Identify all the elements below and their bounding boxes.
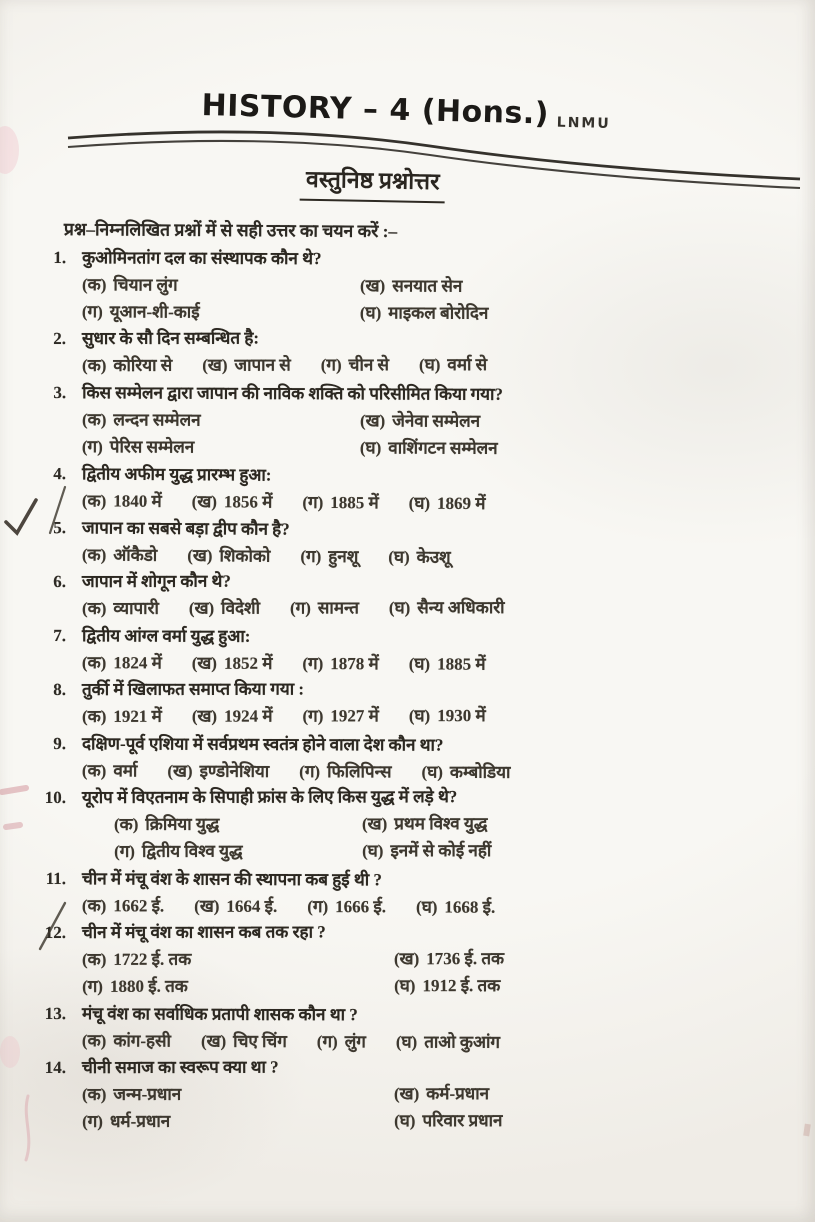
option-kha bbox=[360, 407, 797, 436]
question-number: 9. bbox=[53, 734, 67, 754]
option-ga-text: लुंग bbox=[344, 1032, 366, 1052]
option-kha bbox=[394, 944, 797, 972]
option-ga-text: द्वितीय विश्व युद्ध bbox=[141, 841, 243, 861]
question-body bbox=[82, 567, 797, 621]
question-item bbox=[42, 1001, 797, 1057]
option-gha-text: इनमें से कोई नहीं bbox=[390, 841, 492, 861]
option-ka bbox=[114, 810, 362, 838]
option-kha bbox=[192, 703, 273, 730]
question-body bbox=[82, 783, 797, 864]
option-ka bbox=[82, 1080, 394, 1108]
option-ga bbox=[82, 972, 394, 1000]
question-body bbox=[82, 245, 797, 328]
option-kha-text: विदेशी bbox=[221, 598, 261, 618]
option-ga-label: (ग) bbox=[114, 841, 135, 861]
option-kha-label: (ख) bbox=[188, 598, 215, 618]
question-number: 11. bbox=[45, 869, 67, 889]
option-gha-label: (घ) bbox=[395, 1032, 418, 1052]
option-ga-label: (ग) bbox=[302, 492, 324, 512]
option-ka-label: (क) bbox=[82, 355, 107, 375]
option-kha bbox=[167, 757, 269, 784]
option-gha-text: 1912 ई. तक bbox=[422, 976, 501, 996]
option-kha-label: (ख) bbox=[191, 492, 218, 512]
option-gha-text: कम्बोडिया bbox=[449, 762, 511, 782]
option-ka-label: (क) bbox=[81, 275, 107, 295]
question-text: द्वितीय आंग्ल वर्मा युद्ध हुआ: bbox=[82, 626, 251, 646]
option-kha bbox=[201, 1028, 287, 1055]
question-number: 10. bbox=[44, 787, 66, 807]
option-kha bbox=[192, 488, 273, 516]
option-kha-label: (ख) bbox=[167, 761, 193, 781]
question-number: 7. bbox=[53, 626, 67, 646]
option-ka-label: (क) bbox=[81, 410, 107, 430]
question-body bbox=[82, 675, 797, 729]
question-options bbox=[82, 271, 797, 328]
option-ga bbox=[82, 1107, 394, 1135]
option-ka-text: 1722 ई. तक bbox=[113, 949, 192, 969]
option-ga bbox=[302, 489, 379, 517]
question-number: 14. bbox=[44, 1057, 66, 1077]
question-text: दक्षिण-पूर्व एशिया में सर्वप्रथम स्वतंत्र होने वाला देश कौन था? bbox=[82, 734, 444, 755]
option-gha bbox=[409, 650, 486, 677]
option-ga-label: (ग) bbox=[299, 761, 321, 782]
option-kha bbox=[192, 650, 273, 677]
question-text: चीन में मंचू वंश के शासन की स्थापना कब हुई थी ? bbox=[82, 869, 382, 890]
question-item bbox=[42, 245, 797, 328]
option-ka-text: जन्म-प्रधान bbox=[113, 1084, 182, 1104]
option-ka bbox=[82, 945, 394, 973]
option-ka-text: चियान लुंग bbox=[113, 275, 178, 295]
option-ka-text: 1824 में bbox=[113, 653, 162, 673]
question-item bbox=[42, 380, 797, 463]
question-body bbox=[82, 866, 797, 922]
option-ga-text: धर्म-प्रधान bbox=[109, 1111, 171, 1131]
question-body bbox=[82, 324, 797, 378]
question-item bbox=[42, 731, 797, 787]
option-ka-label: (क) bbox=[81, 896, 107, 916]
option-kha-text: 1852 में bbox=[223, 653, 273, 673]
option-ka bbox=[82, 703, 162, 730]
option-kha bbox=[360, 272, 797, 301]
option-gha-text: माइकल बोरोदिन bbox=[388, 303, 489, 323]
option-gha bbox=[416, 893, 495, 920]
option-ga-label: (ग) bbox=[82, 976, 103, 996]
option-kha-text: 1664 ई. bbox=[226, 896, 278, 916]
option-ga bbox=[321, 351, 389, 378]
option-kha bbox=[194, 893, 277, 920]
option-kha-label: (ख) bbox=[194, 896, 220, 916]
question-options bbox=[82, 892, 797, 922]
option-ga-text: चीन से bbox=[348, 355, 390, 375]
option-kha-text: चिए चिंग bbox=[233, 1031, 287, 1051]
option-ka-text: ऑकैडो bbox=[113, 545, 158, 565]
option-gha-label: (घ) bbox=[408, 706, 431, 726]
question-text: कुओमिनतांग दल का संस्थापक कौन थे? bbox=[82, 248, 322, 269]
question-item bbox=[42, 1053, 797, 1135]
section-heading: वस्तुनिष्ठ प्रश्नोत्तर bbox=[300, 162, 446, 204]
option-gha-text: वर्मा से bbox=[447, 355, 488, 375]
question-item bbox=[42, 515, 797, 573]
option-kha-label: (ख) bbox=[191, 653, 218, 673]
question-body bbox=[82, 623, 797, 679]
option-kha-text: 1856 में bbox=[223, 492, 273, 512]
option-ga-label: (ग) bbox=[81, 437, 103, 457]
question-item bbox=[42, 675, 797, 730]
option-ka-text: 1921 में bbox=[113, 706, 162, 726]
option-gha bbox=[360, 434, 797, 463]
option-ka bbox=[82, 406, 360, 434]
option-kha-label: (ख) bbox=[200, 1031, 227, 1051]
option-ga bbox=[302, 650, 378, 677]
question-options bbox=[82, 406, 797, 463]
option-gha bbox=[422, 758, 511, 785]
option-gha-label: (घ) bbox=[388, 598, 411, 618]
option-gha bbox=[419, 351, 487, 378]
question-item bbox=[42, 866, 797, 922]
option-ga bbox=[82, 298, 360, 326]
question-number: 2. bbox=[53, 328, 66, 348]
option-ga-label: (ग) bbox=[81, 302, 103, 322]
option-ka bbox=[82, 271, 360, 299]
option-gha-label: (घ) bbox=[388, 547, 410, 567]
option-kha-text: जेनेवा सम्मेलन bbox=[392, 411, 481, 431]
option-kha bbox=[189, 595, 260, 622]
question-text: चीन में मंचू वंश का शासन कब तक रहा ? bbox=[81, 922, 326, 942]
question-body bbox=[82, 1001, 797, 1057]
option-ka-text: कोरिया से bbox=[113, 355, 173, 375]
option-ga bbox=[317, 1028, 366, 1055]
option-ga-label: (ग) bbox=[289, 598, 311, 618]
option-ka-label: (क) bbox=[82, 598, 107, 618]
option-kha-label: (ख) bbox=[361, 814, 388, 834]
option-ka-label: (क) bbox=[81, 1031, 107, 1051]
question-options bbox=[82, 487, 797, 519]
question-body bbox=[82, 731, 797, 787]
option-ga bbox=[299, 758, 391, 785]
option-ka-text: कांग-हसी bbox=[113, 1031, 172, 1051]
option-ka-text: क्रिमिया युद्ध bbox=[145, 814, 220, 834]
option-ka bbox=[82, 352, 172, 379]
option-gha-text: परिवार प्रधान bbox=[422, 1111, 503, 1131]
option-ga-label: (ग) bbox=[307, 897, 329, 917]
option-kha-text: कर्म-प्रधान bbox=[426, 1084, 490, 1104]
question-options bbox=[82, 757, 797, 787]
option-kha-text: प्रथम विश्व युद्ध bbox=[394, 814, 488, 834]
option-gha-text: 1930 में bbox=[437, 706, 486, 726]
question-body bbox=[82, 380, 797, 463]
option-kha-label: (ख) bbox=[393, 1084, 420, 1104]
option-gha bbox=[409, 490, 486, 518]
option-ga bbox=[82, 433, 360, 461]
option-gha-label: (घ) bbox=[359, 303, 382, 323]
question-item bbox=[42, 918, 797, 1000]
question-text: यूरोप में विएतनाम के सिपाही फ्रांस के लिए किस युद्ध में लड़े थे? bbox=[81, 787, 458, 807]
option-ga bbox=[290, 594, 359, 621]
option-gha-label: (घ) bbox=[416, 897, 438, 917]
question-number: 6. bbox=[53, 571, 66, 591]
question-body bbox=[82, 461, 797, 519]
option-kha-label: (ख) bbox=[202, 355, 228, 375]
option-gha-text: 1869 में bbox=[437, 493, 486, 514]
option-gha-label: (घ) bbox=[394, 976, 416, 996]
question-number: 12. bbox=[44, 922, 66, 942]
option-gha bbox=[362, 836, 797, 864]
option-ga-label: (ग) bbox=[300, 546, 322, 566]
option-ga-text: 1885 में bbox=[330, 493, 379, 513]
option-gha bbox=[394, 1106, 797, 1134]
option-ga-text: सामन्त bbox=[317, 598, 359, 618]
option-gha bbox=[388, 543, 450, 570]
question-options bbox=[82, 649, 797, 679]
question-options bbox=[82, 1079, 797, 1134]
question-body bbox=[82, 1053, 797, 1134]
option-ga-text: 1927 में bbox=[330, 706, 379, 726]
option-ka bbox=[82, 487, 162, 515]
option-ka-label: (क) bbox=[81, 653, 107, 673]
question-options bbox=[82, 944, 797, 999]
instruction-line: प्रश्न–निम्नलिखित प्रश्नों में से सही उत्तर का चयन करें :– bbox=[63, 218, 398, 242]
option-gha-text: सैन्य अधिकारी bbox=[417, 598, 505, 618]
question-number: 1. bbox=[53, 248, 67, 268]
question-text: चीनी समाज का स्वरूप क्या था ? bbox=[81, 1057, 279, 1077]
option-kha-label: (ख) bbox=[359, 411, 386, 431]
option-ka-label: (क) bbox=[81, 545, 107, 565]
option-ka-label: (क) bbox=[81, 1084, 107, 1104]
option-kha-text: शिकोको bbox=[219, 546, 271, 566]
option-ga-text: 1880 ई. तक bbox=[109, 976, 188, 996]
option-gha-text: केउशू bbox=[416, 547, 451, 567]
question-text: सुधार के सौ दिन सम्बन्धित है: bbox=[81, 328, 260, 348]
question-item bbox=[42, 567, 797, 622]
option-kha-label: (ख) bbox=[187, 546, 213, 566]
option-gha bbox=[396, 1028, 500, 1055]
option-ga-label: (ग) bbox=[302, 706, 324, 726]
option-gha bbox=[394, 971, 797, 999]
option-kha bbox=[362, 809, 797, 837]
option-ka-text: 1662 ई. bbox=[113, 896, 165, 916]
option-ka-label: (क) bbox=[81, 491, 107, 511]
option-ga bbox=[307, 893, 386, 920]
option-kha-text: जापान से bbox=[234, 355, 291, 375]
option-ga-text: 1666 ई. bbox=[335, 897, 387, 917]
question-options bbox=[82, 1027, 797, 1057]
option-kha-label: (ख) bbox=[393, 949, 420, 969]
option-kha bbox=[202, 351, 291, 378]
option-ka bbox=[82, 757, 138, 784]
option-ka bbox=[82, 649, 162, 676]
option-gha bbox=[409, 702, 486, 729]
question-item bbox=[42, 324, 797, 379]
option-ga bbox=[300, 543, 358, 570]
option-ka-text: वर्मा bbox=[113, 761, 138, 781]
university-abbreviation: LNMU bbox=[556, 114, 611, 132]
option-ga-label: (ग) bbox=[302, 654, 324, 674]
question-body bbox=[82, 515, 797, 573]
option-kha-text: इण्डोनेशिया bbox=[199, 761, 270, 781]
question-item bbox=[42, 623, 797, 679]
option-gha-label: (घ) bbox=[421, 762, 443, 782]
option-ga-text: फिलिपिन्स bbox=[327, 762, 392, 782]
option-gha-text: 1668 ई. bbox=[444, 897, 496, 917]
option-kha bbox=[187, 542, 270, 570]
option-gha bbox=[389, 594, 505, 621]
option-ga-label: (ग) bbox=[316, 1032, 338, 1052]
option-ka-label: (क) bbox=[82, 706, 107, 726]
option-kha-text: सनयात सेन bbox=[392, 276, 463, 296]
option-gha-label: (घ) bbox=[394, 1111, 416, 1131]
option-ga-label: (ग) bbox=[82, 1111, 103, 1131]
question-number: 13. bbox=[44, 1004, 67, 1024]
option-ga-text: यूआन-शी-काई bbox=[109, 302, 200, 322]
question-item bbox=[42, 461, 797, 519]
question-list bbox=[42, 245, 797, 1135]
option-ka bbox=[82, 595, 159, 622]
option-ka-label: (क) bbox=[113, 814, 139, 834]
question-item bbox=[42, 783, 797, 865]
option-gha-text: वाशिंगटन सम्मेलन bbox=[388, 438, 498, 458]
question-number: 8. bbox=[53, 679, 66, 699]
question-text: जापान का सबसे बड़ा द्वीप कौन है? bbox=[82, 518, 290, 539]
question-number: 4. bbox=[53, 464, 67, 484]
option-ga bbox=[114, 837, 362, 865]
option-kha-label: (ख) bbox=[359, 276, 386, 296]
option-ka-label: (क) bbox=[81, 761, 107, 781]
option-kha-label: (ख) bbox=[191, 706, 218, 726]
option-ka-text: लन्दन सम्मेलन bbox=[113, 410, 201, 430]
option-ka-text: 1840 में bbox=[113, 491, 162, 511]
question-text: किस सम्मेलन द्वारा जापान की नाविक शक्ति को परिसीमित किया गया? bbox=[82, 383, 503, 404]
option-ka-text: व्यापारी bbox=[113, 598, 159, 618]
question-options bbox=[82, 701, 797, 729]
option-ka bbox=[82, 541, 158, 569]
option-ga-text: हुनशू bbox=[328, 546, 359, 567]
question-text: जापान में शोगून कौन थे? bbox=[81, 571, 231, 591]
question-options bbox=[82, 350, 797, 378]
option-kha-text: 1924 में bbox=[224, 706, 273, 726]
option-gha-label: (घ) bbox=[419, 355, 441, 375]
question-text: मंचू वंश का सर्वाधिक प्रतापी शासक कौन था ? bbox=[82, 1004, 358, 1025]
question-text: द्वितीय अफीम युद्ध प्रारम्भ हुआ: bbox=[82, 464, 272, 485]
option-ga-text: पेरिस सम्मेलन bbox=[109, 437, 195, 457]
option-gha-label: (घ) bbox=[359, 438, 382, 458]
option-ga-text: 1878 में bbox=[330, 654, 379, 674]
option-kha-text: 1736 ई. तक bbox=[426, 949, 505, 969]
option-ka-label: (क) bbox=[81, 949, 107, 969]
question-body bbox=[82, 918, 797, 999]
option-gha-label: (घ) bbox=[408, 654, 431, 674]
option-gha-text: 1885 में bbox=[437, 654, 486, 674]
option-gha-label: (घ) bbox=[362, 841, 384, 861]
option-ka bbox=[82, 892, 164, 919]
option-kha bbox=[394, 1079, 797, 1107]
option-gha-text: ताओ कुआंग bbox=[424, 1032, 500, 1052]
question-options bbox=[82, 593, 797, 621]
question-number: 5. bbox=[53, 518, 67, 538]
option-gha-label: (घ) bbox=[408, 493, 431, 513]
exam-title: HISTORY – 4 (Hons.) bbox=[201, 88, 550, 132]
question-text: तुर्की में खिलाफत समाप्त किया गया : bbox=[81, 679, 305, 699]
option-ka bbox=[82, 1027, 171, 1054]
option-ga-label: (ग) bbox=[320, 355, 342, 375]
question-options bbox=[114, 809, 797, 864]
option-ga bbox=[302, 702, 378, 729]
question-number: 3. bbox=[53, 383, 67, 403]
